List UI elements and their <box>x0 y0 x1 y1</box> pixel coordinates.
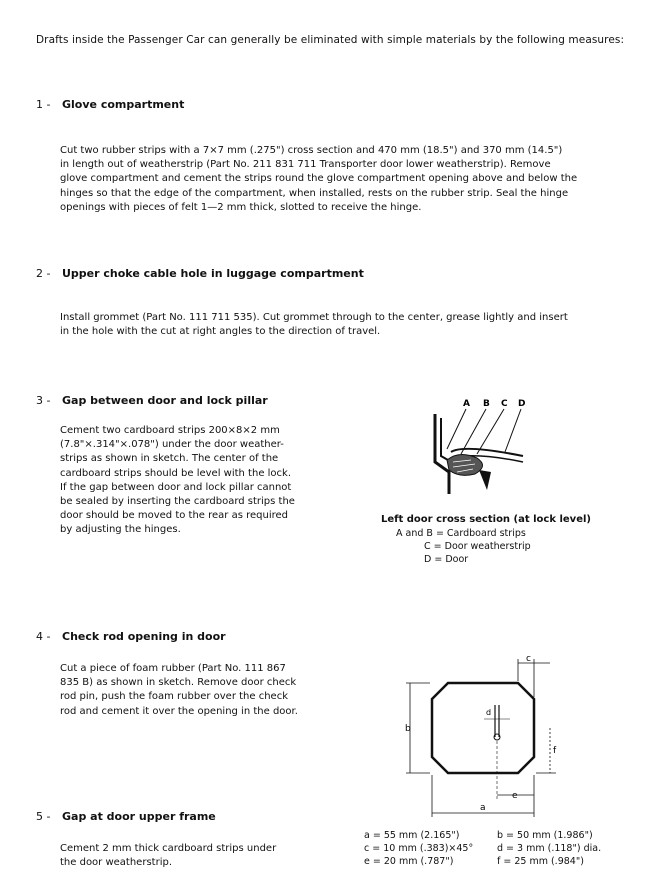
section-title: Glove compartment <box>62 98 185 111</box>
text-line: rod and cement it over the opening in the door. <box>60 705 298 717</box>
section-number: 4 - <box>36 630 51 643</box>
section-4-body <box>60 662 320 719</box>
dim-label-c: c <box>526 655 531 664</box>
text-line: the door weatherstrip. <box>60 857 172 869</box>
text-line: rod pin, push the foam rubber over the check <box>60 691 288 703</box>
section-2-heading <box>36 267 364 280</box>
door-cross-section-sketch <box>415 394 525 504</box>
dim-label-b: b <box>405 724 411 734</box>
dim-label-a: a <box>480 803 486 813</box>
section-title: Gap at door upper frame <box>62 810 216 823</box>
section-5-body <box>60 842 320 870</box>
text-line: Cut two rubber strips with a 7×7 mm (.275") cross section and 470 mm (18.5") and 370 mm (14.5") <box>60 145 563 156</box>
section-number: 2 - <box>36 267 51 280</box>
section-number: 1 - <box>36 98 51 111</box>
section-title: Check rod opening in door <box>62 630 226 643</box>
text-line: Cement two cardboard strips 200×8×2 mm <box>60 425 280 436</box>
label-b: B <box>483 399 490 409</box>
foam-rubber-sketch <box>400 655 580 820</box>
caption-title: Left door cross section (at lock level) <box>381 514 591 525</box>
foam-legend-right <box>497 829 601 868</box>
text-line: door should be moved to the rear as required <box>60 510 289 522</box>
text-line: Cement 2 mm thick cardboard strips under <box>60 843 277 854</box>
section-5-heading <box>36 810 216 823</box>
legend-item: e = 20 mm (.787") <box>364 856 454 867</box>
legend-item: b = 50 mm (1.986") <box>497 830 593 841</box>
section-title: Upper choke cable hole in luggage compartment <box>62 267 364 280</box>
legend-item: f = 25 mm (.984") <box>497 856 584 867</box>
section-number: 3 - <box>36 394 51 407</box>
text-line: 835 B) as shown in sketch. Remove door check <box>60 677 297 689</box>
legend-item: A and B = Cardboard strips <box>396 528 526 539</box>
foam-legend-left <box>364 829 473 868</box>
section-number: 5 - <box>36 810 51 823</box>
section-1-heading <box>36 98 184 111</box>
section-title: Gap between door and lock pillar <box>62 394 268 407</box>
label-a: A <box>463 399 470 409</box>
section-3-heading <box>36 394 268 407</box>
intro-text: Drafts inside the Passenger Car can generally be eliminated with simple materials by the following measures: <box>36 34 625 46</box>
text-line: Install grommet (Part No. 111 711 535). Cut grommet through to the center, grease lightly and insert <box>60 312 568 323</box>
text-line: strips as shown in sketch. The center of the <box>60 453 279 465</box>
legend-item: a = 55 mm (2.165") <box>364 830 460 841</box>
dim-label-e: e <box>512 791 518 801</box>
text-line: cardboard strips should be level with the lock. <box>60 467 292 479</box>
legend-item: c = 10 mm (.383)×45° <box>364 843 474 854</box>
text-line: in length out of weatherstrip (Part No. 211 831 711 Transporter door lower weatherstrip). Remove <box>60 159 551 171</box>
text-line: Cut a piece of foam rubber (Part No. 111 867 <box>60 663 286 674</box>
lock-legend <box>396 527 531 566</box>
lock-figure-caption <box>366 513 606 526</box>
section-4-heading <box>36 630 226 643</box>
dim-label-f: f <box>553 746 557 756</box>
section-2-body <box>60 311 620 339</box>
section-3-body <box>60 424 320 538</box>
dim-label-d: d <box>486 708 492 717</box>
legend-item: d = 3 mm (.118") dia. <box>497 843 602 854</box>
legend-item: C = Door weatherstrip <box>424 541 531 552</box>
text-line: openings with pieces of felt 1—2 mm thick, slotted to receive the hinge. <box>60 201 422 213</box>
legend-item: D = Door <box>424 554 469 565</box>
foam-rubber-outline <box>432 683 534 773</box>
section-1-body <box>60 144 620 215</box>
text-line: glove compartment and cement the strips round the glove compartment opening above and below the <box>60 173 578 185</box>
label-c: C <box>501 399 508 409</box>
text-line: be sealed by inserting the cardboard strips the <box>60 496 295 508</box>
text-line: (7.8"×.314"×.078") under the door weather- <box>60 439 284 451</box>
text-line: If the gap between door and lock pillar cannot <box>60 481 292 493</box>
label-d: D <box>518 399 525 409</box>
text-line: hinges so that the edge of the compartment, when installed, rests on the rubber strip. Seal the hinge <box>60 187 569 199</box>
text-line: by adjusting the hinges. <box>60 524 181 536</box>
text-line: in the hole with the cut at right angles to the direction of travel. <box>60 326 381 338</box>
